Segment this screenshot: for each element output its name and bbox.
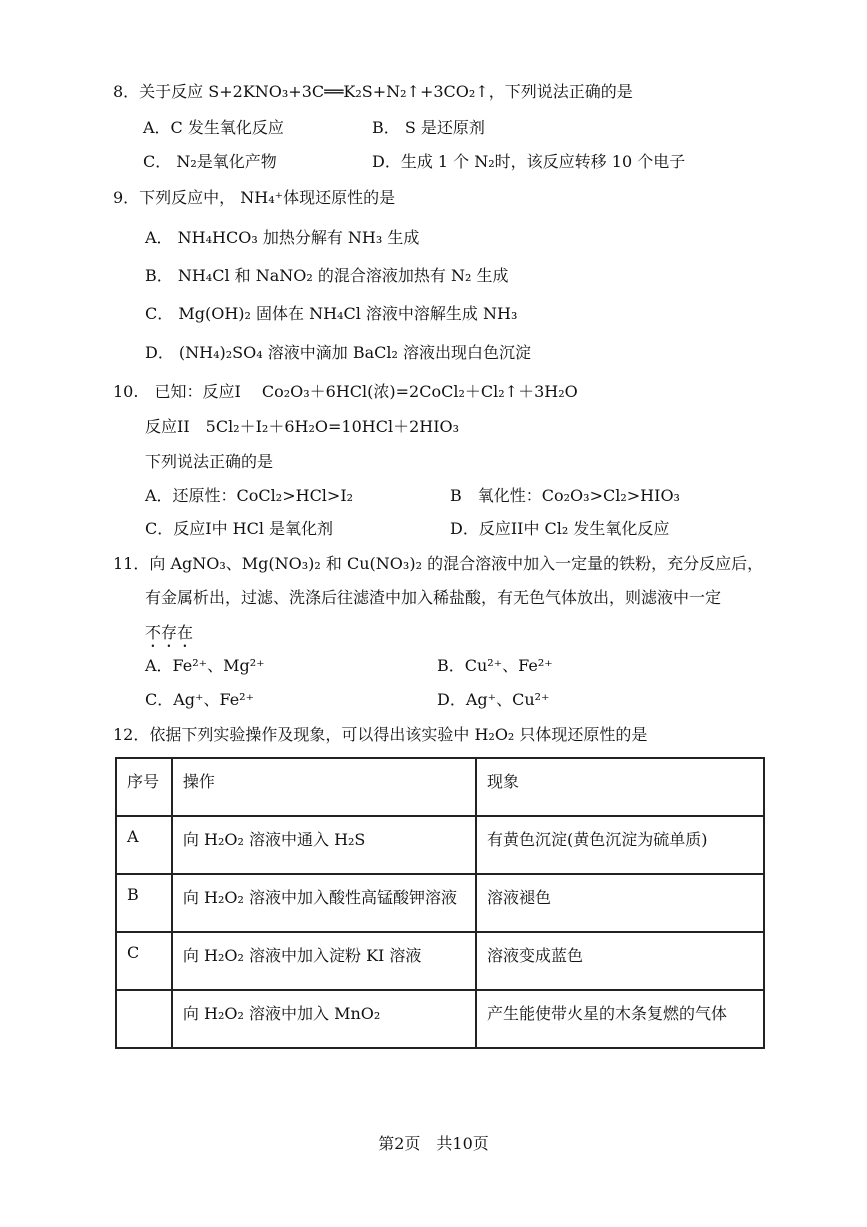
page-footer: 第2页 共10页 [378,1134,489,1153]
q9-option-b: B． NH₄Cl 和 NaNO₂ 的混合溶液加热有 N₂ 生成 [145,266,509,285]
q11-emphasis: 不存在 [145,623,194,642]
q11-line-3 [145,623,193,651]
table-row [116,990,764,1048]
q9-option-a: A． NH₄HCO₃ 加热分解有 NH₃ 生成 [145,228,420,247]
q11-line-2: 有金属析出，过滤、洗涤后往滤渣中加入稀盐酸，有无色气体放出，则滤液中一定 [145,588,722,607]
row-d-index [116,990,172,1048]
row-c-phenomenon: 溶液变成蓝色 [476,932,764,990]
q8-option-b: B． S 是还原剂 [372,118,485,137]
q8-option-c: C． N₂是氧化产物 [143,152,277,171]
row-a-operation: 向 H₂O₂ 溶液中通入 H₂S [172,816,476,874]
q10-option-c: C．反应I中 HCl 是氧化剂 [145,519,334,538]
header-index: 序号 [116,758,172,816]
row-b-index: B [116,874,172,932]
row-a-index: A [116,816,172,874]
table-row [116,932,764,990]
table-row [116,816,764,874]
row-c-operation: 向 H₂O₂ 溶液中加入淀粉 KI 溶液 [172,932,476,990]
q9-option-c: C． Mg(OH)₂ 固体在 NH₄Cl 溶液中溶解生成 NH₃ [145,304,518,323]
header-phenomenon: 现象 [476,758,764,816]
row-d-operation: 向 H₂O₂ 溶液中加入 MnO₂ [172,990,476,1048]
q10-ask: 下列说法正确的是 [145,452,274,471]
row-a-phenomenon: 有黄色沉淀(黄色沉淀为硫单质) [476,816,764,874]
q10-reaction-2: 反应II 5Cl₂＋I₂＋6H₂O=10HCl＋2HIO₃ [145,417,460,436]
q9-option-d: D． (NH₄)₂SO₄ 溶液中滴加 BaCl₂ 溶液出现白色沉淀 [145,343,532,362]
q10-option-a: A．还原性：CoCl₂>HCl>I₂ [145,486,354,505]
q8-option-d: D．生成 1 个 N₂时，该反应转移 10 个电子 [372,152,686,171]
table-row [116,874,764,932]
q8-option-a: A．C 发生氧化反应 [143,118,284,137]
row-c-index: C [116,932,172,990]
row-b-operation: 向 H₂O₂ 溶液中加入酸性高锰酸钾溶液 [172,874,476,932]
header-operation: 操作 [172,758,476,816]
table-header-row [116,758,764,816]
q11-option-c: C．Ag⁺、Fe²⁺ [145,690,255,709]
q10-option-d: D．反应II中 Cl₂ 发生氧化反应 [450,519,670,538]
row-b-phenomenon: 溶液褪色 [476,874,764,932]
q11-line-1: 11．向 AgNO₃、Mg(NO₃)₂ 和 Cu(NO₃)₂ 的混合溶液中加入一定量的铁粉，充分反应后， [113,554,764,573]
q10-option-b: B 氧化性：Co₂O₃>Cl₂>HIO₃ [450,486,680,505]
row-d-phenomenon: 产生能使带火星的木条复燃的气体 [476,990,764,1048]
q12-stem: 12．依据下列实验操作及现象，可以得出该实验中 H₂O₂ 只体现还原性的是 [113,725,648,744]
experiment-table [115,757,765,1049]
q9-stem: 9．下列反应中， NH₄⁺体现还原性的是 [113,188,396,207]
q8-stem: 8．关于反应 S+2KNO₃+3C══K₂S+N₂↑+3CO₂↑，下列说法正确的是 [113,82,633,101]
q11-option-d: D．Ag⁺、Cu²⁺ [437,690,550,709]
q11-option-b: B．Cu²⁺、Fe²⁺ [437,656,553,675]
q10-stem: 10. 已知：反应I Co₂O₃＋6HCl(浓)=2CoCl₂＋Cl₂↑＋3H₂O [113,382,578,401]
q11-option-a: A．Fe²⁺、Mg²⁺ [145,656,265,675]
